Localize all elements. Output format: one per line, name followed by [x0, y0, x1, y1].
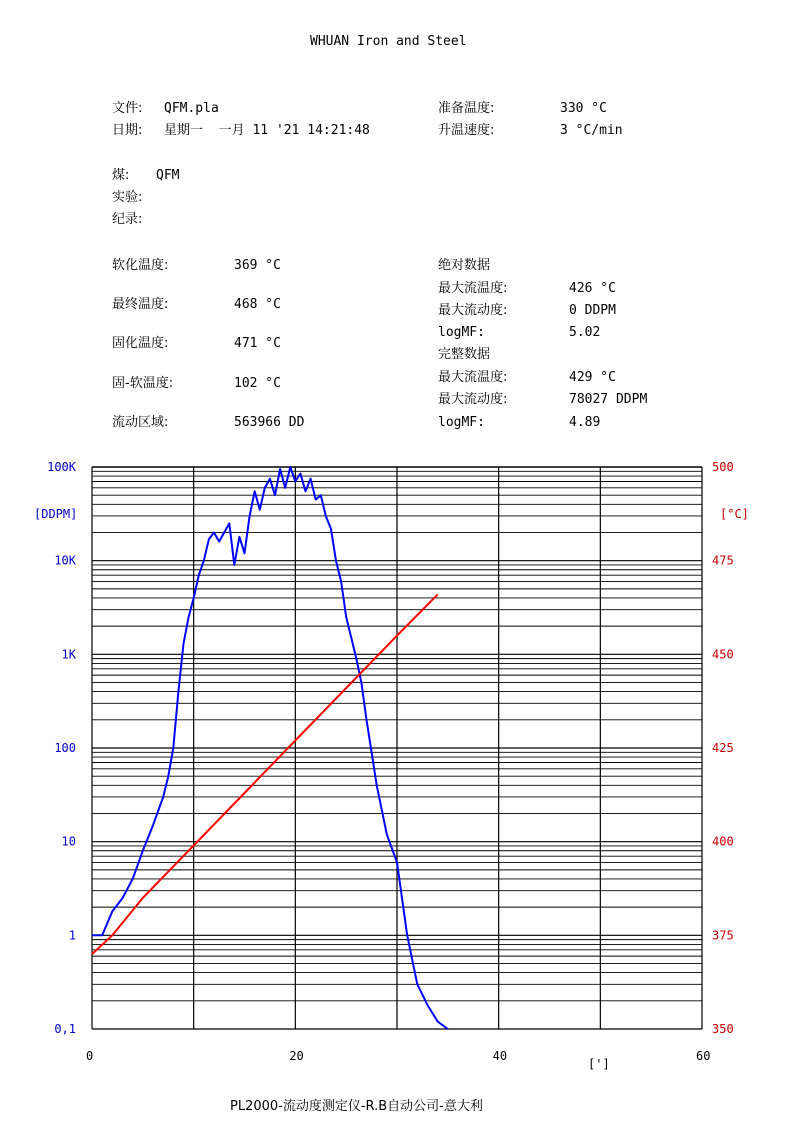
- cmp-logmf-label: logMF:: [438, 415, 485, 430]
- x-tick-label: 60: [696, 1049, 711, 1063]
- chart-grid: [92, 467, 702, 1029]
- x-axis-label: [']: [588, 1057, 610, 1071]
- y-left-tick-label: 10K: [54, 553, 76, 568]
- y-left-tick-label: 100K: [47, 460, 76, 474]
- complete-data-heading: 完整数据: [438, 347, 491, 362]
- solid-soft-value: 102 °C: [234, 376, 281, 391]
- file-label: 文件:: [112, 101, 143, 116]
- cmp-max-fluid-temp-value: 429 °C: [569, 370, 616, 385]
- final-temp-value: 468 °C: [234, 297, 281, 312]
- experiment-label: 实验:: [112, 190, 143, 205]
- date-label: 日期:: [112, 123, 143, 138]
- report-title: WHUAN Iron and Steel: [310, 34, 467, 49]
- heat-rate-label: 升温速度:: [438, 123, 495, 138]
- temperature-series-line: [92, 594, 438, 954]
- softening-temp-label: 软化温度:: [112, 258, 169, 273]
- x-tick-label: 20: [289, 1049, 304, 1063]
- flow-area-value: 563966 DD: [234, 415, 305, 430]
- solidification-temp-value: 471 °C: [234, 336, 281, 351]
- abs-max-fluid-temp-value: 426 °C: [569, 281, 616, 296]
- y-right-tick-label: 500: [712, 460, 734, 474]
- y-right-tick-label: 425: [712, 741, 734, 755]
- x-tick-label: 0: [86, 1049, 94, 1063]
- cmp-max-fluidity-label: 最大流动度:: [438, 392, 508, 407]
- cmp-max-fluidity-value: 78027 DDPM: [569, 392, 648, 407]
- y-right-axis-label: [°C]: [720, 507, 749, 521]
- date-value: 星期一 一月 11 '21 14:21:48: [164, 123, 370, 138]
- y-left-axis-label: [DDPM]: [34, 507, 78, 521]
- file-value: QFM.pla: [164, 101, 219, 116]
- y-left-tick-label: 10: [61, 834, 76, 849]
- y-right-tick-label: 400: [712, 834, 734, 849]
- abs-logmf-value: 5.02: [569, 325, 601, 340]
- softening-temp-value: 369 °C: [234, 258, 281, 273]
- prep-temp-label: 准备温度:: [438, 101, 495, 116]
- solidification-temp-label: 固化温度:: [112, 336, 169, 351]
- cmp-logmf-value: 4.89: [569, 415, 601, 430]
- y-left-tick-label: 1K: [61, 647, 76, 662]
- y-right-tick-label: 350: [712, 1022, 734, 1036]
- final-temp-label: 最终温度:: [112, 297, 169, 312]
- heat-rate-value: 3 °C/min: [560, 123, 623, 138]
- coal-label: 煤:: [112, 168, 130, 183]
- x-tick-label: 40: [492, 1049, 508, 1063]
- chart-labels: [34, 460, 749, 1071]
- y-right-tick-label: 375: [712, 928, 734, 943]
- cmp-max-fluid-temp-label: 最大流温度:: [438, 370, 508, 385]
- abs-max-fluid-temp-label: 最大流温度:: [438, 281, 508, 296]
- solid-soft-label: 固-软温度:: [112, 376, 174, 391]
- coal-value: QFM: [156, 168, 180, 183]
- prep-temp-value: 330 °C: [560, 101, 607, 116]
- abs-logmf-label: logMF:: [438, 325, 485, 340]
- y-right-tick-label: 475: [712, 553, 734, 568]
- y-left-tick-label: 1: [68, 928, 76, 943]
- abs-max-fluidity-value: 0 DDPM: [569, 303, 616, 318]
- flow-area-label: 流动区域:: [112, 415, 169, 430]
- absolute-data-heading: 绝对数据: [438, 258, 491, 273]
- record-label: 纪录:: [112, 212, 143, 227]
- y-right-tick-label: 450: [712, 647, 734, 662]
- abs-max-fluidity-label: 最大流动度:: [438, 303, 508, 318]
- y-left-tick-label: 0,1: [54, 1022, 76, 1036]
- footer-text: PL2000-流动度测定仪-R.B自动公司-意大利: [230, 1099, 483, 1114]
- y-left-tick-label: 100: [54, 741, 76, 755]
